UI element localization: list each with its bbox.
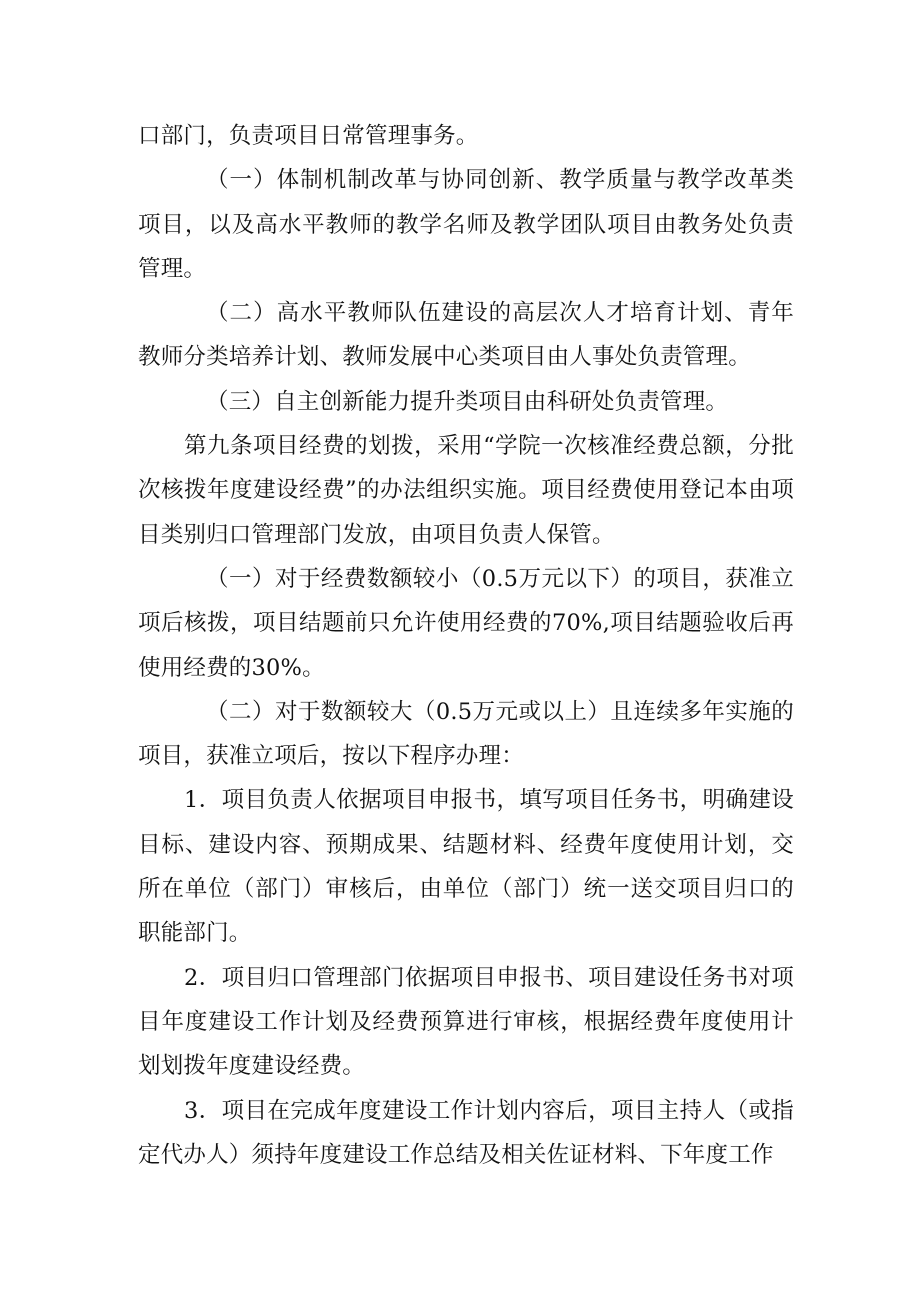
paragraph-article-9: 第九条项目经费的划拨，采用“学院一次核准经费总额，分批次核拨年度建设经费”的办法组织实施。项目经费使用登记本由项目类别归口管理部门发放，由项目负责人保管。 [138, 433, 794, 548]
paragraph-step-1: 1．项目负责人依据项目申报书，填写项目任务书，明确建设目标、建设内容、预期成果、结题材料、经费年度使用计划，交所在单位（部门）审核后，由单位（部门）统一送交项目归口的职能部门。 [138, 787, 794, 947]
paragraph-funding-large: （二）对于数额较大（0.5万元或以上）且连续多年实施的项目，获准立项后，按以下程序办理： [138, 698, 794, 770]
paragraph-step-3: 3．项目在完成年度建设工作计划内容后，项目主持人（或指定代办人）须持年度建设工作总结及相关佐证材料、下年度工作 [138, 1097, 794, 1168]
paragraph-item-1: （一）体制机制改革与协同创新、教学质量与教学改革类项目，以及高水平教师的教学名师及教学团队项目由教务处负责管理。 [138, 167, 794, 282]
paragraph-item-2: （二）高水平教师队伍建设的高层次人才培育计划、青年教师分类培养计划、教师发展中心类项目由人事处负责管理。 [138, 300, 794, 371]
document-page [138, 114, 794, 1177]
paragraph-item-3: （三）自主创新能力提升类项目由科研处负责管理。 [206, 388, 729, 415]
paragraph-step-2: 2．项目归口管理部门依据项目申报书、项目建设任务书对项目年度建设工作计划及经费预算进行审核，根据经费年度使用计划划拨年度建设经费。 [138, 964, 794, 1080]
paragraph-continuation: 口部门，负责项目日常管理事务。 [138, 123, 479, 149]
paragraph-funding-small: （一）对于经费数额较小（0.5万元以下）的项目，获准立项后核拨，项目结题前只允许使用经费的70%,项目结题验收后再使用经费的30%。 [138, 565, 794, 681]
